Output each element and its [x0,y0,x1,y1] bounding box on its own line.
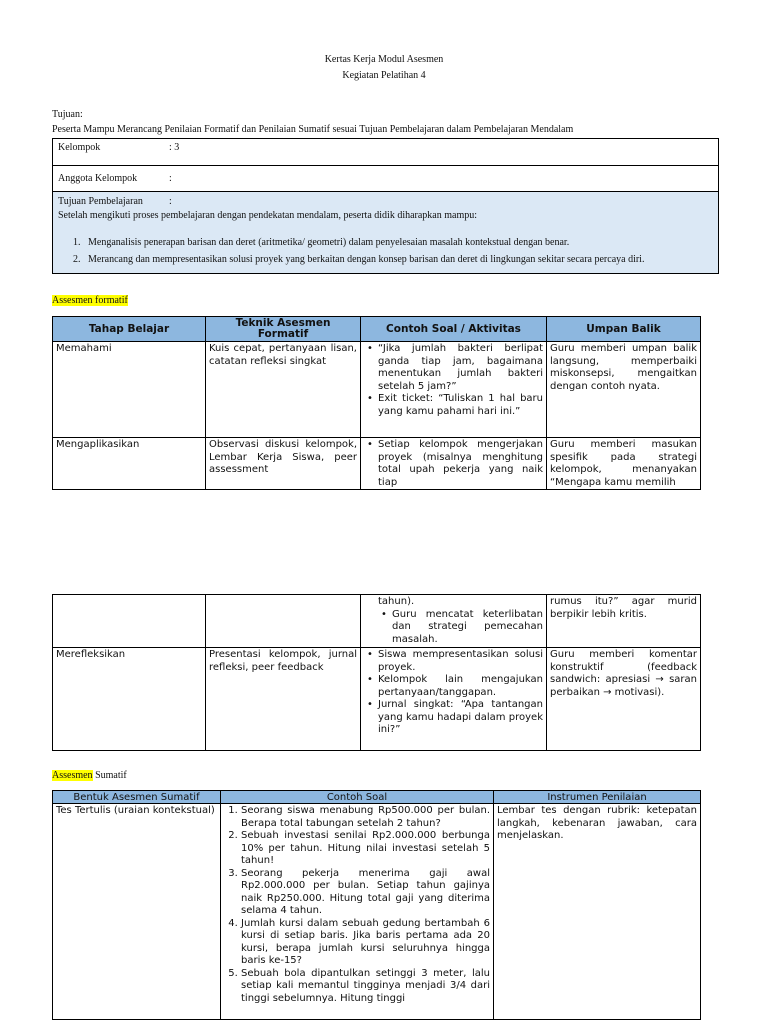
contoh-cell [361,438,547,490]
kelompok-value: : 3 [169,142,180,153]
table-row [53,595,701,648]
formatif-header-row [53,317,701,342]
header-umpan-balik: Umpan Balik [547,317,701,342]
tp-intro: Setelah mengikuti proses pembelajaran dengan pendekatan mendalam, peserta didik diharapkan mampu: [58,210,478,221]
sumatif-header-row [53,791,701,804]
sumatif-table [52,790,701,1020]
tujuan-text: Peserta Mampu Merancang Penilaian Formatif dan Penilaian Sumatif sesuai Tujuan Pembelajaran dalam Pembelajaran Mendalam [52,124,574,135]
umpan-cell: Guru memberi masukan spesifik pada strategi kelompok, menanyakan “Mengapa kamu memilih [547,438,701,490]
formatif-table [52,316,701,490]
kelompok-label: Kelompok [58,142,101,153]
list-item: 2. Sebuah investasi senilai Rp2.000.000 berbunga 10% per tahun. Hitung nilai investasi setelah 5 tahun! [241,830,490,868]
header-teknik-asesmen: Teknik Asesmen Formatif [206,317,361,342]
tahap-cell: Mengaplikasikan [53,438,206,490]
bentuk-cell: Tes Tertulis (uraian kontekstual) [53,804,221,1020]
teknik-cell: Observasi diskusi kelompok, Lembar Kerja Siswa, peer assessment [206,438,361,490]
contoh-cell [361,342,547,438]
document-title: Kertas Kerja Modul Asesmen [324,54,444,65]
formatif-section-label: Assesmen formatif [52,295,128,306]
soal-cell [221,804,494,1020]
table-row [53,342,701,438]
instrumen-cell: Lembar tes dengan rubrik: ketepatan langkah, kebenaran jawaban, cara menjelaskan. [494,804,701,1020]
list-item: • Siswa mempresentasikan solusi proyek. [378,649,543,674]
umpan-cell: Guru memberi umpan balik langsung, memperbaiki miskonsepsi, mengaitkan dengan contoh nyata. [547,342,701,438]
umpan-cell: rumus itu?” agar murid berpikir lebih kritis. [547,595,701,648]
anggota-row [53,166,718,192]
header-contoh-soal: Contoh Soal [221,791,494,804]
tp-item-2: 2. Merancang dan mempresentasikan solusi proyek yang berkaitan dengan konsep barisan dan deret di lingkungan sekitar secara percaya diri. [73,254,645,265]
tahap-cell [53,595,206,648]
tp-colon: : [169,196,172,207]
sumatif-section-label: Assesmen Sumatif [52,770,127,781]
contoh-cell: tahun). • Guru mencatat keterlibatan dan strategi pemecahan masalah. [361,595,547,648]
teknik-cell: Kuis cepat, pertanyaan lisan, catatan refleksi singkat [206,342,361,438]
info-box [52,138,719,274]
list-item: 3. Seorang pekerja menerima gaji awal Rp2.000.000 per bulan. Setiap tahun gajinya naik Rp250.000. Hitung total gaji yang diterima selama 4 tahun. [241,868,490,918]
table-row [53,804,701,1020]
tp-label: Tujuan Pembelajaran [58,196,143,207]
list-item: • “Jika jumlah bakteri berlipat ganda tiap jam, bagaimana menentukan jumlah bakteri setelah 5 jam?” [378,343,543,393]
table-row [53,438,701,490]
header-contoh-soal: Contoh Soal / Aktivitas [361,317,547,342]
anggota-value: : [169,173,172,184]
tahap-cell: Merefleksikan [53,648,206,751]
contoh-cell [361,648,547,751]
list-item: 1. Seorang siswa menabung Rp500.000 per bulan. Berapa total tabungan setelah 2 tahun? [241,805,490,830]
teknik-cell [206,595,361,648]
tujuan-pembelajaran-block [53,192,718,273]
list-item: 5. Sebuah bola dipantulkan setinggi 3 meter, lalu setiap kali memantul tingginya menjadi 3/4 dari tinggi sebelumnya. Hitung tinggi [241,968,490,1006]
tahap-cell: Memahami [53,342,206,438]
list-item: • Exit ticket: “Tuliskan 1 hal baru yang kamu pahami hari ini.” [378,393,543,418]
header-bentuk-asesmen: Bentuk Asesmen Sumatif [53,791,221,804]
list-item: • Jurnal singkat: “Apa tantangan yang kamu hadapi dalam proyek ini?” [378,699,543,737]
anggota-label: Anggota Kelompok [58,173,138,184]
tujuan-label: Tujuan: [52,109,83,120]
list-item: • Guru mencatat keterlibatan dan strategi pemecahan masalah. [392,609,543,647]
formatif-table-continued [52,594,701,751]
document-subtitle: Kegiatan Pelatihan 4 [342,70,426,81]
teknik-cell: Presentasi kelompok, jurnal refleksi, peer feedback [206,648,361,751]
header-instrumen-penilaian: Instrumen Penilaian [494,791,701,804]
list-item: • Kelompok lain mengajukan pertanyaan/tanggapan. [378,674,543,699]
kelompok-row [53,139,718,166]
header-tahap-belajar: Tahap Belajar [53,317,206,342]
table-row [53,648,701,751]
list-item: 4. Jumlah kursi dalam sebuah gedung bertambah 6 kursi di setiap baris. Jika baris pertama ada 20 kursi, berapa jumlah kursi seluruhnya hingga baris ke-15? [241,918,490,968]
list-item: • Setiap kelompok mengerjakan proyek (misalnya menghitung total upah pekerja yang naik tiap [378,439,543,487]
tp-item-1: 1. Menganalisis penerapan barisan dan deret (aritmetika/ geometri) dalam penyelesaian masalah kontekstual dengan benar. [73,237,570,248]
umpan-cell: Guru memberi komentar konstruktif (feedback sandwich: apresiasi → saran perbaikan → motivasi). [547,648,701,751]
